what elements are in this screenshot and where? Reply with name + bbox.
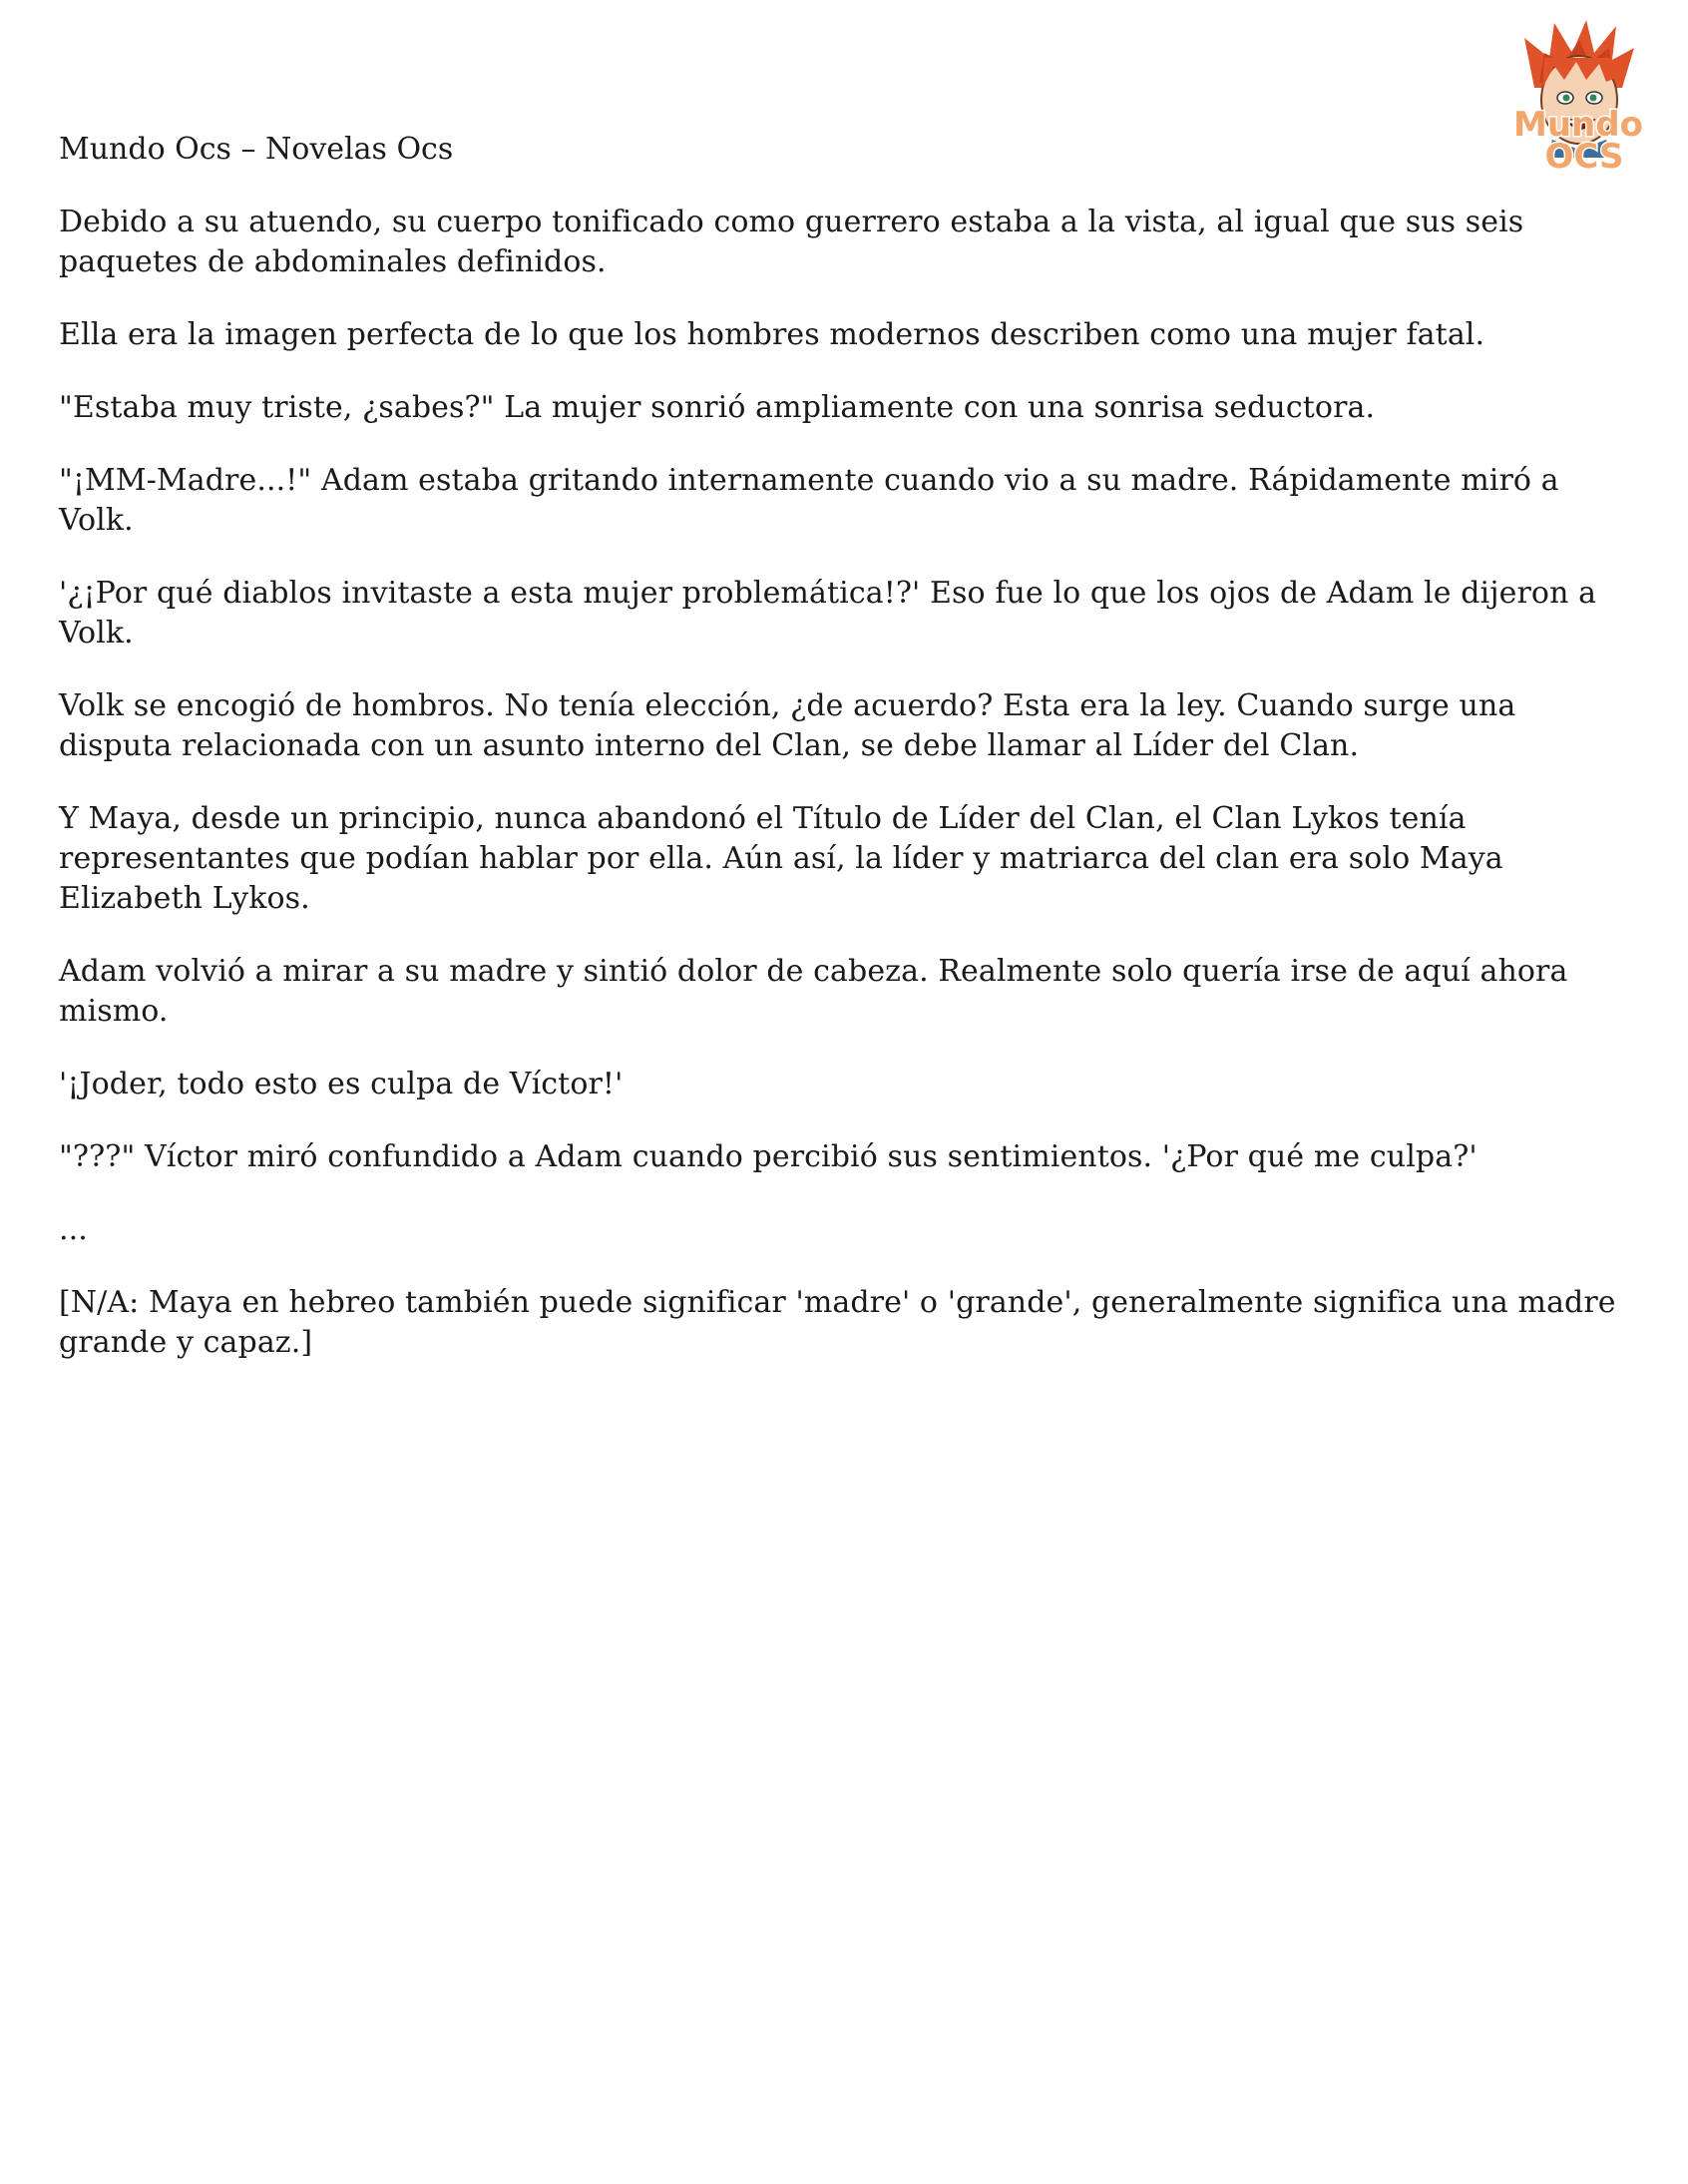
paragraph: Volk se encogió de hombros. No tenía elección, ¿de acuerdo? Esta era la ley. Cuando surge una disputa relacionada con un asunto interno del Clan, se debe llamar al Líder del Clan.: [59, 688, 1516, 763]
paragraph: Debido a su atuendo, su cuerpo tonificado como guerrero estaba a la vista, al igual que sus seis paquetes de abdominales definidos.: [59, 205, 1524, 279]
paragraph: Ella era la imagen perfecta de lo que los hombres modernos describen como una mujer fatal.: [59, 317, 1485, 352]
paragraph: "Estaba muy triste, ¿sabes?" La mujer sonrió ampliamente con una sonrisa seductora.: [59, 390, 1376, 425]
paragraph: "???" Víctor miró confundido a Adam cuando percibió sus sentimientos. '¿Por qué me culpa?': [59, 1139, 1477, 1174]
logo-text-bottom: OCS: [1544, 137, 1624, 177]
mundo-ocs-logo: [1494, 18, 1662, 178]
paragraph: "¡MM-Madre...!" Adam estaba gritando internamente cuando vio a su madre. Rápidamente miró a Volk.: [59, 463, 1559, 538]
document-body: [59, 203, 1635, 1396]
paragraph: Y Maya, desde un principio, nunca abandonó el Título de Líder del Clan, el Clan Lykos tenía representantes que podían hablar por ella. Aún así, la líder y matriarca del clan era solo Maya Elizabeth Lykos.: [59, 801, 1503, 916]
paragraph: ...: [59, 1212, 88, 1247]
document-header: Mundo Ocs – Novelas Ocs: [59, 132, 454, 167]
paragraph: '¡Joder, todo esto es culpa de Víctor!': [59, 1067, 624, 1101]
logo-text-top: Mundo: [1513, 105, 1643, 145]
logo-wordmark: [1513, 105, 1643, 177]
paragraph: '¿¡Por qué diablos invitaste a esta mujer problemática!?' Eso fue lo que los ojos de Adam le dijeron a Volk.: [59, 576, 1597, 651]
paragraph: Adam volvió a mirar a su madre y sintió dolor de cabeza. Realmente solo quería irse de aquí ahora mismo.: [59, 954, 1568, 1029]
author-note: [N/A: Maya en hebreo también puede significar 'madre' o 'grande', generalmente significa una madre grande y capaz.]: [59, 1285, 1616, 1360]
